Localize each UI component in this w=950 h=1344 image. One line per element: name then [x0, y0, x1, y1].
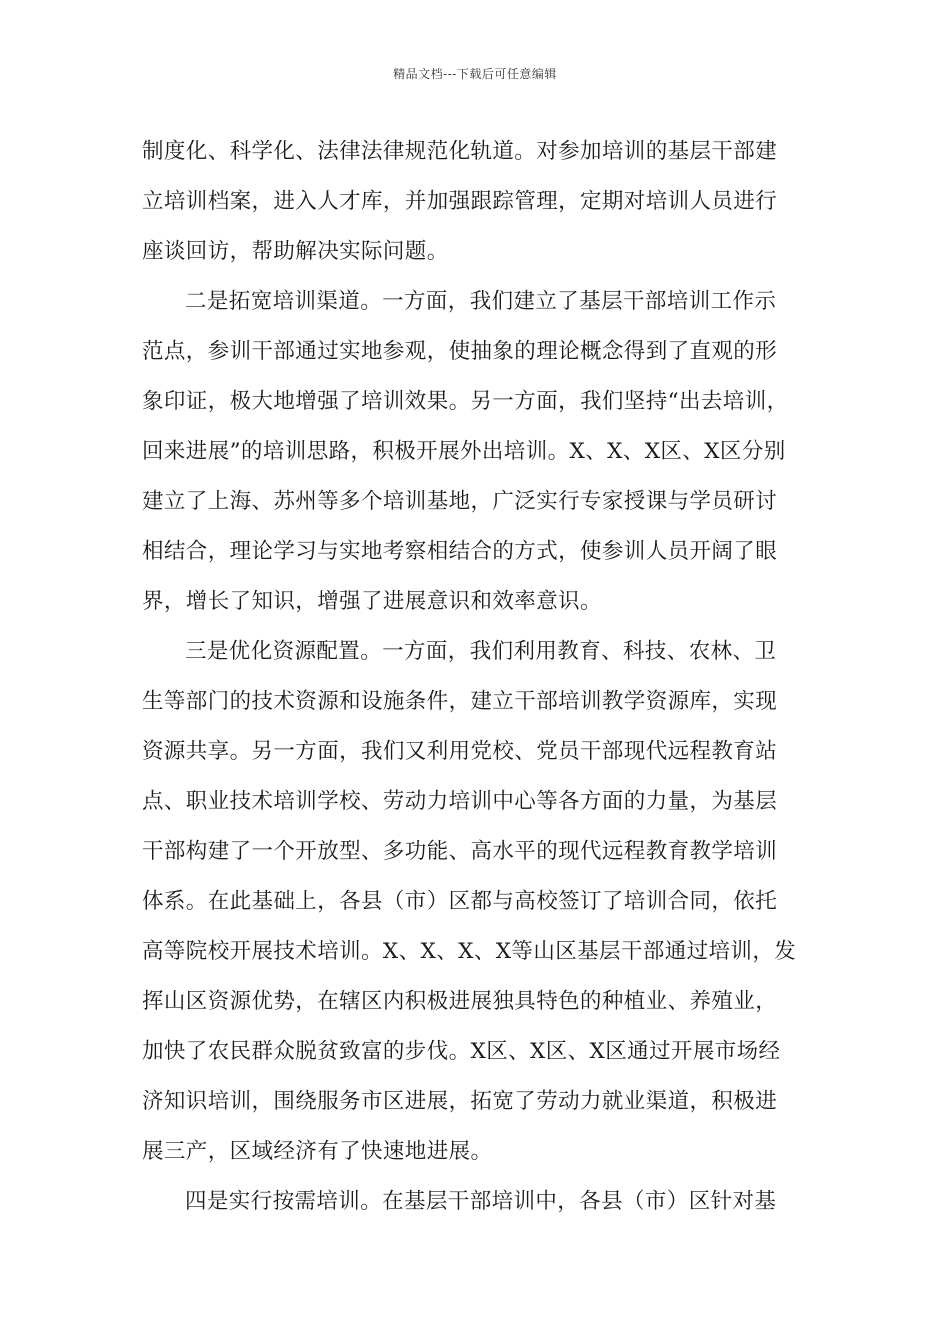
text-line: 相结合，理论学习与实地考察相结合的方式，使参训人员开阔了眼 — [142, 539, 778, 564]
text-line: 回来进展”的培训思路，积极开展外出培训。X、X、X区、X区分别 — [142, 439, 786, 464]
text-line: 济知识培训，围绕服务市区进展，拓宽了劳动力就业渠道，积极进 — [142, 1089, 778, 1114]
text-line: 干部构建了一个开放型、多功能、高水平的现代远程教育教学培训 — [142, 839, 778, 864]
text-line: 范点，参训干部通过实地参观，使抽象的理论概念得到了直观的形 — [142, 339, 778, 364]
text-line: 界，增长了知识，增强了进展意识和效率意识。 — [142, 589, 602, 614]
text-line: 展三产，区域经济有了快速地进展。 — [142, 1139, 493, 1164]
text-line: 制度化、科学化、法律法律规范化轨道。对参加培训的基层干部建 — [142, 139, 778, 164]
text-line: 座谈回访，帮助解决实际问题。 — [142, 239, 449, 264]
text-line: 立培训档案，进入人才库，并加强跟踪管理，定期对培训人员进行 — [142, 189, 778, 214]
text-line: 象印证，极大地增强了培训效果。另一方面，我们坚持“出去培训， — [142, 389, 789, 414]
text-line: 资源共享。另一方面，我们又利用党校、党员干部现代远程教育站 — [142, 739, 778, 764]
text-line: 建立了上海、苏州等多个培训基地，广泛实行专家授课与学员研讨 — [142, 489, 778, 514]
paragraph-1 — [142, 131, 810, 281]
text-line: 点、职业技术培训学校、劳动力培训中心等各方面的力量，为基层 — [142, 789, 778, 814]
document-body — [142, 131, 810, 1231]
text-line: 三是优化资源配置。一方面，我们利用教育、科技、农林、卫 — [185, 639, 777, 664]
text-line: 四是实行按需培训。在基层干部培训中，各县（市）区针对基 — [185, 1189, 777, 1214]
text-line: 二是拓宽培训渠道。一方面，我们建立了基层干部培训工作示 — [185, 289, 777, 314]
paragraph-4 — [142, 1181, 810, 1231]
text-line: 生等部门的技术资源和设施条件，建立干部培训教学资源库，实现 — [142, 689, 778, 714]
text-line: 高等院校开展技术培训。X、X、X、X等山区基层干部通过培训，发 — [142, 939, 797, 964]
paragraph-2 — [142, 281, 810, 631]
text-line: 体系。在此基础上，各县（市）区都与高校签订了培训合同，依托 — [142, 889, 778, 914]
text-line: 加快了农民群众脱贫致富的步伐。X区、X区、X区通过开展市场经 — [142, 1039, 781, 1064]
paragraph-3 — [142, 631, 810, 1181]
page-header: 精品文档---下载后可任意编辑 — [393, 67, 557, 81]
text-line: 挥山区资源优势，在辖区内积极进展独具特色的种植业、养殖业， — [142, 989, 778, 1014]
